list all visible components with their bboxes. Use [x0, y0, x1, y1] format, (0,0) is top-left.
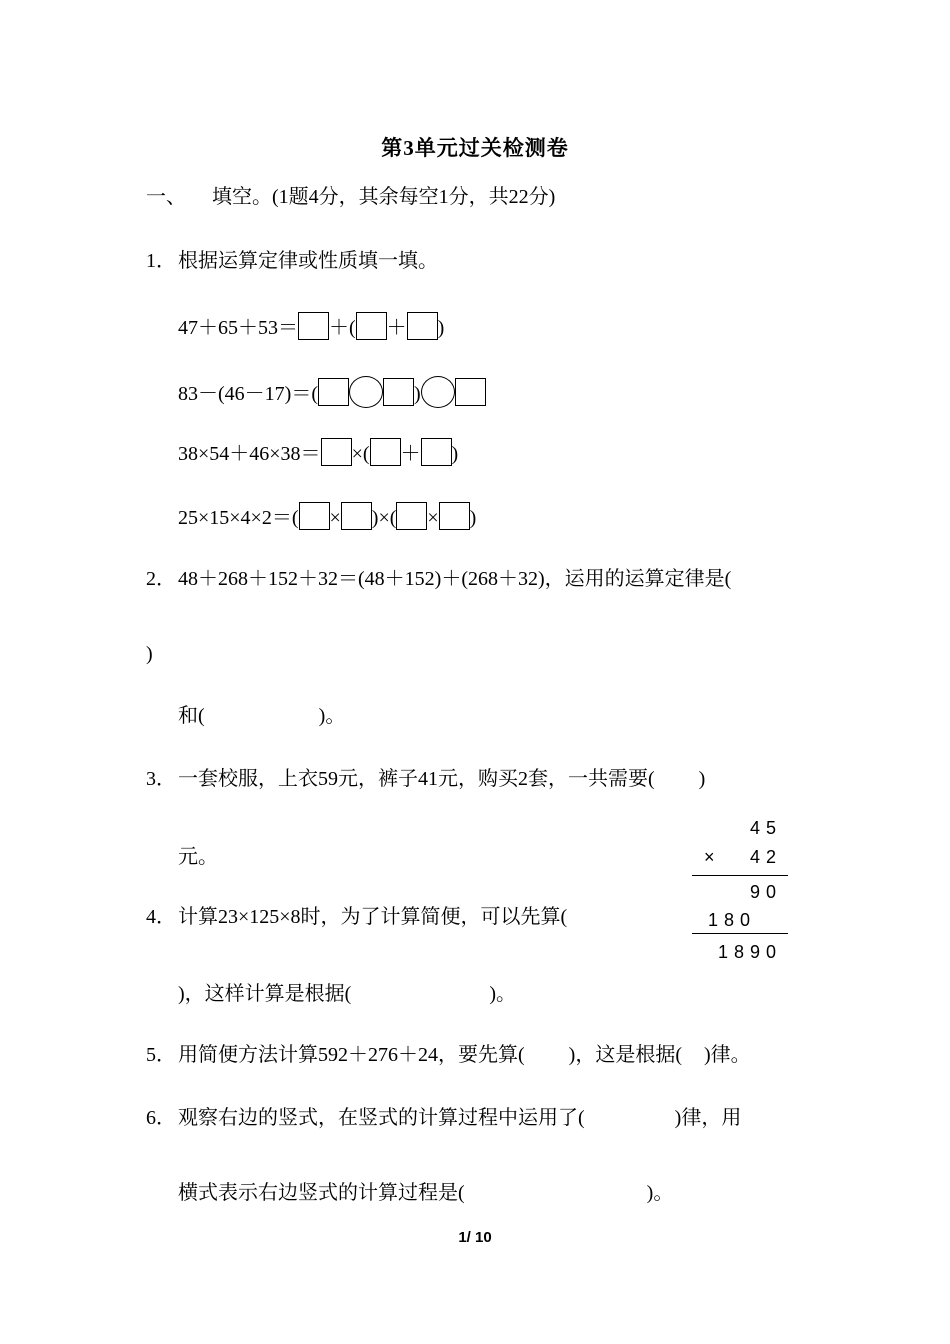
- close-paren: ): [698, 768, 706, 790]
- answer-box[interactable]: [298, 312, 329, 340]
- plus-sign: ＋: [386, 317, 407, 339]
- text: )律。: [704, 1044, 751, 1066]
- q2-close-paren: ): [146, 643, 153, 665]
- answer-box[interactable]: [356, 312, 387, 340]
- q4-line-2: [178, 982, 516, 1006]
- question-text: 计算23×125×8时，为了计算简便，可以先算(: [178, 906, 568, 928]
- question-2: [146, 567, 731, 591]
- text: )。: [646, 1182, 674, 1204]
- plus-sign: ＋: [329, 317, 349, 339]
- question-number: 4．: [146, 906, 176, 928]
- section-heading: [146, 185, 555, 209]
- answer-box[interactable]: [455, 378, 486, 406]
- answer-box[interactable]: [396, 502, 427, 530]
- multiplier: 42: [749, 847, 782, 867]
- expression: 25×15×4×2＝(: [178, 507, 299, 529]
- question-text: 根据运算定律或性质填一填。: [178, 250, 438, 272]
- question-3: [146, 767, 705, 791]
- operator-circle[interactable]: [421, 376, 455, 408]
- answer-box[interactable]: [321, 438, 352, 466]
- answer-box[interactable]: [370, 438, 401, 466]
- q1-line-2: [178, 376, 486, 408]
- expression: 83－(46－17)＝(: [178, 383, 318, 405]
- times-sign: ×: [351, 443, 363, 465]
- answer-box[interactable]: [299, 502, 330, 530]
- close-paren: ): [413, 383, 421, 405]
- question-1: [146, 249, 438, 273]
- question-number: 2．: [146, 568, 176, 590]
- partial-product-1: 90: [749, 882, 782, 902]
- divider-line: [692, 933, 788, 934]
- close-paren: ): [437, 317, 445, 339]
- text: )。: [489, 983, 516, 1005]
- multiply-sign: ×: [704, 847, 715, 867]
- text: )。: [318, 705, 346, 727]
- text: )，这是根据(: [568, 1044, 682, 1066]
- multiplicand: 45: [749, 818, 782, 838]
- text: 和(: [178, 705, 205, 727]
- open-paren: (: [349, 317, 356, 339]
- question-number: 5．: [146, 1044, 176, 1066]
- answer-box[interactable]: [318, 378, 349, 406]
- question-4: [146, 905, 567, 929]
- text: )律，用: [674, 1107, 742, 1129]
- answer-box[interactable]: [383, 378, 414, 406]
- q2-line-2: [178, 704, 345, 728]
- question-6: [146, 1106, 741, 1130]
- page-title: 第3单元过关检测卷: [381, 136, 569, 160]
- q6-line-2: [178, 1181, 673, 1205]
- q3-line-2: 元。: [178, 846, 218, 868]
- close-times-open: )×(: [371, 507, 397, 529]
- q1-line-1: [178, 312, 444, 340]
- question-text: 一套校服，上衣59元，裤子41元，购买2套，一共需要(: [178, 768, 655, 790]
- question-number: 6．: [146, 1107, 176, 1129]
- section-number: 一、: [146, 186, 186, 208]
- product-result: 1890: [717, 942, 782, 962]
- partial-product-2: 180: [707, 910, 756, 930]
- answer-box[interactable]: [439, 502, 470, 530]
- plus-sign: ＋: [400, 443, 421, 465]
- question-text: 48＋268＋152＋32＝(48＋152)＋(268＋32)，运用的运算定律是(: [178, 568, 732, 590]
- q1-line-4: [178, 502, 476, 530]
- text: )，这样计算是根据(: [178, 983, 352, 1005]
- close-paren: ): [469, 507, 477, 529]
- expression: 47＋65＋53＝: [178, 317, 298, 339]
- answer-box[interactable]: [421, 438, 452, 466]
- close-paren: ): [451, 443, 459, 465]
- text: 横式表示右边竖式的计算过程是(: [178, 1182, 465, 1204]
- question-number: 1．: [146, 250, 176, 272]
- section-text: 填空。(1题4分，其余每空1分，共22分): [212, 186, 556, 208]
- question-text: 用简便方法计算592＋276＋24，要先算(: [178, 1044, 525, 1066]
- question-number: 3．: [146, 768, 176, 790]
- question-text: 观察右边的竖式，在竖式的计算过程中运用了(: [178, 1107, 585, 1129]
- times-sign: ×: [329, 507, 341, 529]
- page-number: 1/ 10: [458, 1229, 492, 1246]
- q1-line-3: [178, 438, 458, 466]
- expression: 38×54＋46×38＝: [178, 443, 321, 465]
- open-paren: (: [362, 443, 370, 465]
- question-5: [146, 1043, 751, 1067]
- operator-circle[interactable]: [349, 376, 383, 408]
- divider-line: [692, 875, 788, 876]
- times-sign: ×: [427, 507, 439, 529]
- answer-box[interactable]: [341, 502, 372, 530]
- answer-box[interactable]: [407, 312, 438, 340]
